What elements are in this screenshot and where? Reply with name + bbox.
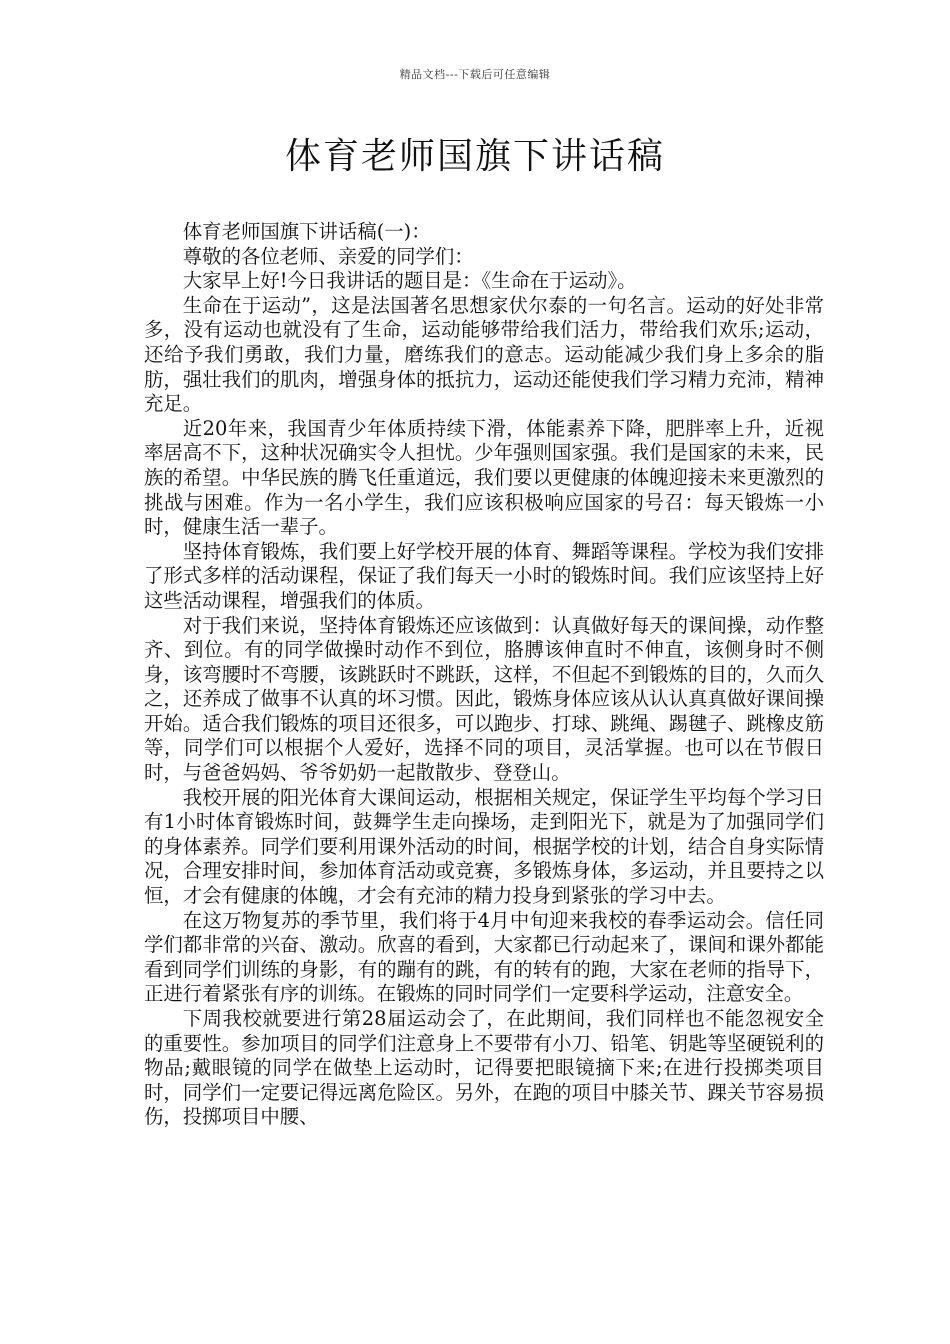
paragraph-heading: 体育老师国旗下讲话稿(一)：	[182, 220, 431, 243]
document-body	[144, 220, 824, 1130]
page-header: 精品文档---下载后可任意编辑	[399, 68, 551, 81]
document-title: 体育老师国旗下讲话稿	[284, 136, 665, 177]
paragraph: 我校开展的阳光体育大课间运动，根据相关规定，保证学生平均每个学习日有1小时体育锻炼时间，鼓舞学生走向操场，走到阳光下，就是为了加强同学们的身体素养。同学们要利用课外活动的时间，根据学校的计划，结合自身实际情况，合理安排时间，参加体育活动或竞赛，多锻炼身体，多运动，并且要持之以恒，才会有健康的体魄，才会有充沛的精力投身到紧张的学习中去。	[144, 785, 824, 908]
paragraph: 坚持体育锻炼，我们要上好学校开展的体育、舞蹈等课程。学校为我们安排了形式多样的活动课程，保证了我们每天一小时的锻炼时间。我们应该坚持上好这些活动课程，增强我们的体质。	[144, 539, 824, 612]
paragraph: 近20年来，我国青少年体质持续下滑，体能素养下降，肥胖率上升，近视率居高不下，这种状况确实令人担忧。少年强则国家强。我们是国家的未来，民族的希望。中华民族的腾飞任重道远，我们要以更健康的体魄迎接未来更激烈的挑战与困难。作为一名小学生，我们应该积极响应国家的号召：每天锻炼一小时，健康生活一辈子。	[144, 416, 824, 539]
paragraph-greeting: 大家早上好!今日我讲话的题目是：《生命在于运动》。	[182, 269, 637, 293]
paragraph: 对于我们来说，坚持体育锻炼还应该做到：认真做好每天的课间操，动作整齐、到位。有的同学做操时动作不到位，胳膊该伸直时不伸直，该侧身时不侧身，该弯腰时不弯腰，该跳跃时不跳跃，这样，不但起不到锻炼的目的，久而久之，还养成了做事不认真的坏习惯。因此，锻炼身体应该从认认真真做好课间操开始。适合我们锻炼的项目还很多，可以跑步、打球、跳绳、踢毽子、跳橡皮筋等，同学们可以根据个人爱好，选择不同的项目，灵活掌握。也可以在节假日时，与爸爸妈妈、爷爷奶奶一起散散步、登登山。	[144, 613, 824, 785]
paragraph: 在这万物复苏的季节里，我们将于4月中旬迎来我校的春季运动会。信任同学们都非常的兴奋、激动。欣喜的看到，大家都已行动起来了，课间和课外都能看到同学们训练的身影，有的蹦有的跳，有的转有的跑，大家在老师的指导下，正进行着紧张有序的训练。在锻炼的同时同学们一定要科学运动，注意安全。	[144, 908, 824, 1006]
paragraph: 生命在于运动”，这是法国著名思想家伏尔泰的一句名言。运动的好处非常多，没有运动也就没有了生命，运动能够带给我们活力，带给我们欢乐;运动，还给予我们勇敢，我们力量，磨练我们的意志。运动能减少我们身上多余的脂肪，强壮我们的肌肉，增强身体的抵抗力，运动还能使我们学习精力充沛，精神充足。	[144, 293, 824, 416]
paragraph: 下周我校就要进行第28届运动会了，在此期间，我们同样也不能忽视安全的重要性。参加项目的同学们注意身上不要带有小刀、铅笔、钥匙等坚硬锐利的物品;戴眼镜的同学在做垫上运动时，记得要把眼镜摘下来;在进行投掷类项目时，同学们一定要记得远离危险区。另外，在跑的项目中膝关节、踝关节容易损伤，投掷项目中腰、	[144, 1007, 824, 1129]
paragraph-salutation: 尊敬的各位老师、亲爱的同学们：	[182, 244, 474, 268]
